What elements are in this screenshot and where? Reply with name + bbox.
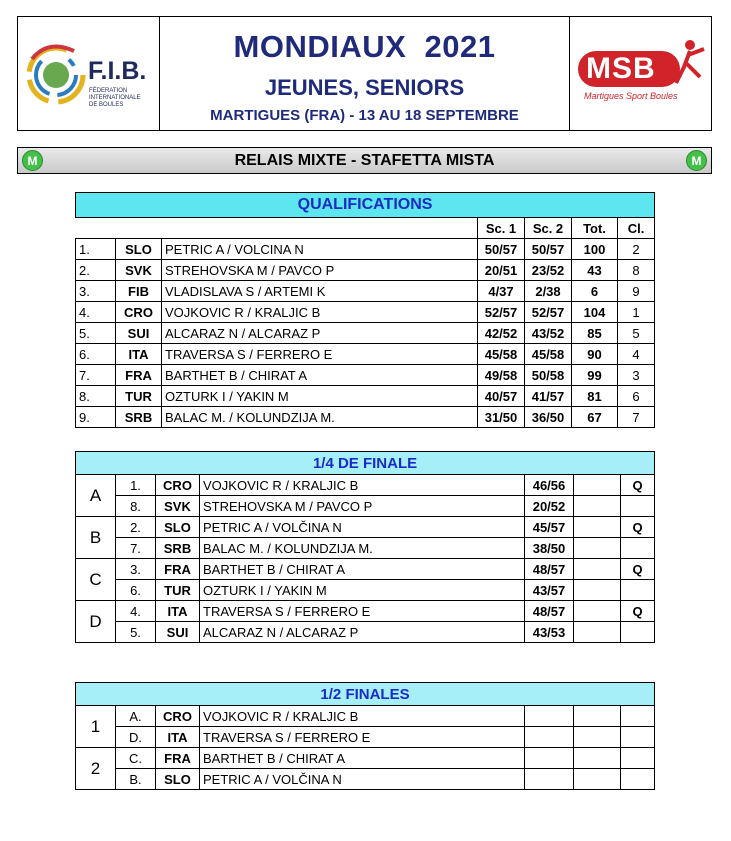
qualifications-table xyxy=(75,192,655,428)
classification: 4 xyxy=(618,344,655,365)
seed-number: 1. xyxy=(116,475,156,496)
table-row xyxy=(76,727,655,748)
match-score: 46/56 xyxy=(525,475,574,496)
match-score: 45/57 xyxy=(525,517,574,538)
table-row xyxy=(76,622,655,643)
event-bar xyxy=(17,147,712,174)
qualified-mark: Q xyxy=(621,517,655,538)
total-score: 6 xyxy=(572,281,618,302)
score-1: 42/52 xyxy=(478,323,525,344)
team-name: VLADISLAVA S / ARTEMI K xyxy=(162,281,478,302)
rank-number: 4. xyxy=(76,302,116,323)
classification: 6 xyxy=(618,386,655,407)
table-row xyxy=(76,748,655,769)
table-row xyxy=(76,281,655,302)
score-1: 49/58 xyxy=(478,365,525,386)
seed-number: 4. xyxy=(116,601,156,622)
table-row xyxy=(76,239,655,260)
match-score: 48/57 xyxy=(525,559,574,580)
team-name: BARTHET B / CHIRAT A xyxy=(200,559,525,580)
match-score xyxy=(525,748,574,769)
empty-cell xyxy=(574,769,621,790)
country-code: FIB xyxy=(116,281,162,302)
seed-number: 3. xyxy=(116,559,156,580)
semi-final-title: 1/2 FINALES xyxy=(76,683,655,706)
match-score: 48/57 xyxy=(525,601,574,622)
score-1: 45/58 xyxy=(478,344,525,365)
match-label: C xyxy=(76,559,116,601)
empty-cell xyxy=(574,706,621,727)
document-header xyxy=(17,16,712,131)
team-name: BALAC M. / KOLUNDZIJA M. xyxy=(162,407,478,428)
score-1: 52/57 xyxy=(478,302,525,323)
table-row xyxy=(76,538,655,559)
qualified-mark xyxy=(621,706,655,727)
team-name: VOJKOVIC R / KRALJIC B xyxy=(162,302,478,323)
qualified-mark xyxy=(621,769,655,790)
event-title: RELAIS MIXTE - STAFETTA MISTA xyxy=(234,152,495,169)
score-2: 52/57 xyxy=(525,302,572,323)
country-code: SLO xyxy=(116,239,162,260)
country-code: SUI xyxy=(116,323,162,344)
table-row xyxy=(76,475,655,496)
score-2: 50/57 xyxy=(525,239,572,260)
semi-final-rows xyxy=(76,706,655,790)
country-code: ITA xyxy=(156,601,200,622)
table-row xyxy=(76,601,655,622)
total-score: 85 xyxy=(572,323,618,344)
score-2: 36/50 xyxy=(525,407,572,428)
qualified-mark: Q xyxy=(621,475,655,496)
table-row xyxy=(76,496,655,517)
match-score xyxy=(525,706,574,727)
match-label: D xyxy=(76,601,116,643)
country-code: CRO xyxy=(116,302,162,323)
team-name: OZTURK I / YAKIN M xyxy=(162,386,478,407)
classification: 8 xyxy=(618,260,655,281)
match-label: 2 xyxy=(76,748,116,790)
fib-logo xyxy=(18,17,160,130)
total-score: 67 xyxy=(572,407,618,428)
empty-cell xyxy=(574,748,621,769)
classification: 2 xyxy=(618,239,655,260)
team-name: STREHOVSKA M / PAVCO P xyxy=(162,260,478,281)
page-subtitle: JEUNES, SENIORS xyxy=(264,75,465,100)
empty-cell xyxy=(574,559,621,580)
table-row xyxy=(76,769,655,790)
header-cl: Cl. xyxy=(618,218,655,239)
classification: 9 xyxy=(618,281,655,302)
msb-logo-subtext: Martigues Sport Boules xyxy=(584,91,678,101)
rank-number: 7. xyxy=(76,365,116,386)
score-2: 43/52 xyxy=(525,323,572,344)
seed-number: B. xyxy=(116,769,156,790)
score-2: 2/38 xyxy=(525,281,572,302)
empty-cell xyxy=(574,580,621,601)
team-name: STREHOVSKA M / PAVCO P xyxy=(200,496,525,517)
score-1: 50/57 xyxy=(478,239,525,260)
quarter-final-title: 1/4 DE FINALE xyxy=(76,452,655,475)
team-name: ALCARAZ N / ALCARAZ P xyxy=(162,323,478,344)
quarter-final-rows xyxy=(76,475,655,643)
table-row xyxy=(76,323,655,344)
country-code: SUI xyxy=(156,622,200,643)
qualified-mark xyxy=(621,538,655,559)
country-code: ITA xyxy=(116,344,162,365)
table-row xyxy=(76,302,655,323)
match-score xyxy=(525,769,574,790)
country-code: TUR xyxy=(116,386,162,407)
event-location: MARTIGUES (FRA) - 13 AU 18 SEPTEMBRE xyxy=(210,107,519,124)
score-1: 20/51 xyxy=(478,260,525,281)
classification: 1 xyxy=(618,302,655,323)
team-name: VOJKOVIC R / KRALJIC B xyxy=(200,475,525,496)
table-row xyxy=(76,365,655,386)
rank-number: 9. xyxy=(76,407,116,428)
header-sc1: Sc. 1 xyxy=(478,218,525,239)
title-block xyxy=(160,17,569,130)
classification: 5 xyxy=(618,323,655,344)
boules-player-icon xyxy=(670,37,708,87)
total-score: 81 xyxy=(572,386,618,407)
country-code: SRB xyxy=(116,407,162,428)
team-name: OZTURK I / YAKIN M xyxy=(200,580,525,601)
team-name: PETRIC A / VOLČINA N xyxy=(200,769,525,790)
total-score: 90 xyxy=(572,344,618,365)
score-2: 23/52 xyxy=(525,260,572,281)
score-2: 41/57 xyxy=(525,386,572,407)
score-2: 45/58 xyxy=(525,344,572,365)
team-name: ALCARAZ N / ALCARAZ P xyxy=(200,622,525,643)
semi-final-table xyxy=(75,682,655,790)
mixed-badge-right: M xyxy=(686,150,707,171)
qualified-mark xyxy=(621,727,655,748)
rank-number: 5. xyxy=(76,323,116,344)
country-code: FRA xyxy=(116,365,162,386)
seed-number: 5. xyxy=(116,622,156,643)
qualifications-rows xyxy=(76,239,655,428)
quarter-final-table xyxy=(75,451,655,643)
table-row xyxy=(76,407,655,428)
table-row xyxy=(76,386,655,407)
rank-number: 1. xyxy=(76,239,116,260)
country-code: SLO xyxy=(156,517,200,538)
country-code: CRO xyxy=(156,706,200,727)
score-1: 31/50 xyxy=(478,407,525,428)
table-row xyxy=(76,559,655,580)
total-score: 43 xyxy=(572,260,618,281)
seed-number: 7. xyxy=(116,538,156,559)
team-name: BARTHET B / CHIRAT A xyxy=(200,748,525,769)
qualifications-header-row xyxy=(76,218,655,239)
score-1: 40/57 xyxy=(478,386,525,407)
qualified-mark xyxy=(621,496,655,517)
score-1: 4/37 xyxy=(478,281,525,302)
team-name: PETRIC A / VOLČINA N xyxy=(200,517,525,538)
rank-number: 6. xyxy=(76,344,116,365)
team-name: TRAVERSA S / FERRERO E xyxy=(162,344,478,365)
match-score xyxy=(525,727,574,748)
empty-cell xyxy=(574,622,621,643)
classification: 7 xyxy=(618,407,655,428)
table-row xyxy=(76,260,655,281)
seed-number: 8. xyxy=(116,496,156,517)
seed-number: 6. xyxy=(116,580,156,601)
seed-number: 2. xyxy=(116,517,156,538)
rank-number: 8. xyxy=(76,386,116,407)
score-2: 50/58 xyxy=(525,365,572,386)
qualified-mark: Q xyxy=(621,601,655,622)
country-code: SLO xyxy=(156,769,200,790)
rank-number: 2. xyxy=(76,260,116,281)
table-row xyxy=(76,517,655,538)
rank-number: 3. xyxy=(76,281,116,302)
total-score: 100 xyxy=(572,239,618,260)
country-code: SVK xyxy=(116,260,162,281)
empty-cell xyxy=(574,538,621,559)
match-score: 43/57 xyxy=(525,580,574,601)
fib-logo-text: F.I.B. xyxy=(88,57,147,85)
empty-cell xyxy=(574,475,621,496)
empty-cell xyxy=(574,496,621,517)
match-label: 1 xyxy=(76,706,116,748)
country-code: FRA xyxy=(156,559,200,580)
qualified-mark xyxy=(621,622,655,643)
mixed-badge-left: M xyxy=(22,150,43,171)
total-score: 99 xyxy=(572,365,618,386)
qualifications-title: QUALIFICATIONS xyxy=(76,193,655,218)
empty-cell xyxy=(574,727,621,748)
team-name: TRAVERSA S / FERRERO E xyxy=(200,727,525,748)
qualified-mark: Q xyxy=(621,559,655,580)
team-name: TRAVERSA S / FERRERO E xyxy=(200,601,525,622)
match-score: 43/53 xyxy=(525,622,574,643)
classification: 3 xyxy=(618,365,655,386)
table-row xyxy=(76,580,655,601)
country-code: ITA xyxy=(156,727,200,748)
match-label: A xyxy=(76,475,116,517)
seed-number: C. xyxy=(116,748,156,769)
team-name: BALAC M. / KOLUNDZIJA M. xyxy=(200,538,525,559)
country-code: SRB xyxy=(156,538,200,559)
country-code: SVK xyxy=(156,496,200,517)
country-code: TUR xyxy=(156,580,200,601)
fib-logo-subtext: FÉDERATION INTERNATIONALE DE BOULES xyxy=(89,88,141,108)
team-name: PETRIC A / VOLCINA N xyxy=(162,239,478,260)
table-row xyxy=(76,344,655,365)
qualified-mark xyxy=(621,580,655,601)
header-sc2: Sc. 2 xyxy=(525,218,572,239)
msb-logo-text: MSB xyxy=(586,52,656,85)
header-tot: Tot. xyxy=(572,218,618,239)
empty-cell xyxy=(574,517,621,538)
table-row xyxy=(76,706,655,727)
page-title: MONDIAUX 2021 xyxy=(233,29,496,64)
match-score: 20/52 xyxy=(525,496,574,517)
country-code: CRO xyxy=(156,475,200,496)
total-score: 104 xyxy=(572,302,618,323)
qualified-mark xyxy=(621,748,655,769)
seed-number: D. xyxy=(116,727,156,748)
seed-number: A. xyxy=(116,706,156,727)
team-name: VOJKOVIC R / KRALJIC B xyxy=(200,706,525,727)
msb-logo xyxy=(569,17,711,130)
empty-cell xyxy=(574,601,621,622)
match-score: 38/50 xyxy=(525,538,574,559)
match-label: B xyxy=(76,517,116,559)
country-code: FRA xyxy=(156,748,200,769)
team-name: BARTHET B / CHIRAT A xyxy=(162,365,478,386)
